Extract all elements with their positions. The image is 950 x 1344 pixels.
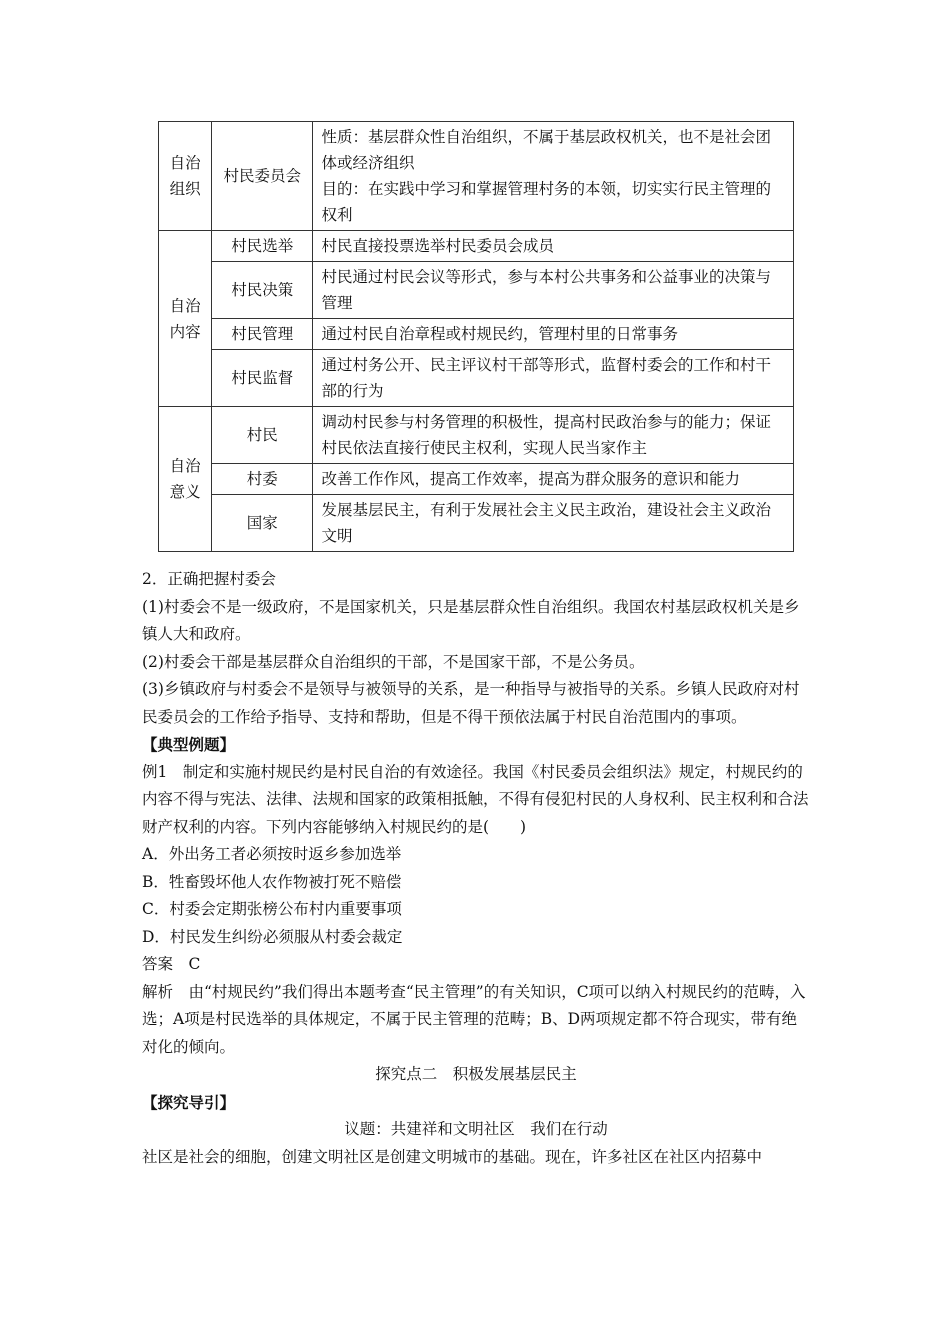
row-content: 调动村民参与村务管理的积极性，提高村民政治参与的能力；保证村民依法直接行使民主权利，实现人民当家作主: [313, 407, 794, 464]
answer-text: 答案 C: [142, 955, 201, 973]
row-content: 改善工作作风，提高工作效率，提高为群众服务的意识和能力: [313, 464, 794, 495]
content-line: 性质：基层群众性自治组织，不属于基层政权机关，也不是社会团体或经济组织: [321, 128, 771, 172]
content-line: 目的：在实践中学习和掌握管理村务的本领，切实实行民主管理的权利: [321, 180, 771, 224]
example-heading: 【典型例题】: [142, 735, 236, 754]
question-text: 例1 制定和实施村规民约是村民自治的有效途径。我国《村民委员会组织法》规定，村规民约的内容不得与宪法、法律、法规和国家的政策相抵触，不得有侵犯村民的人身权利、民主权利和合法财产权利的内容。下列内容能够纳入村规民约的是( ): [142, 762, 809, 836]
row-label: 村委: [212, 464, 313, 495]
analysis-text: 解析 由“村规民约”我们得出本题考查“民主管理”的有关知识，C项可以纳入村规民约的范畴，入选；A项是村民选举的具体规定，不属于民主管理的范畴；B、D两项规定都不符合现实，带有绝对化的倾向。: [142, 982, 806, 1056]
option-d: D．村民发生纠纷必须服从村委会裁定: [142, 927, 403, 946]
section-heading: 2．正确把握村委会: [142, 570, 276, 588]
row-label: 村民管理: [212, 319, 313, 350]
row-content: 通过村民自治章程或村规民约，管理村里的日常事务: [313, 319, 794, 350]
row-label: 村民决策: [212, 262, 313, 319]
row-label: 村民监督: [212, 350, 313, 407]
topic-title: 议题：共建祥和文明社区 我们在行动: [344, 1120, 608, 1138]
row-label: 村民: [212, 407, 313, 464]
row-content: 通过村务公开、民主评议村干部等形式，监督村委会的工作和村干部的行为: [313, 350, 794, 407]
option-a: A．外出务工者必须按时返乡参加选举: [142, 845, 402, 863]
paragraph: 社区是社会的细胞，创建文明社区是创建文明城市的基础。现在，许多社区在社区内招募中: [142, 1147, 763, 1166]
option-c: C．村委会定期张榜公布村内重要事项: [142, 900, 402, 918]
row-label: 国家: [212, 495, 313, 552]
row-content: 村民通过村民会议等形式，参与本村公共事务和公益事业的决策与管理: [313, 262, 794, 319]
group-label: 自治组织: [159, 122, 212, 231]
autonomy-table: [158, 121, 794, 552]
paragraph: (3)乡镇政府与村委会不是领导与被领导的关系，是一种指导与被指导的关系。乡镇人民政府对村民委员会的工作给予指导、支持和帮助，但是不得干预依法属于村民自治范围内的事项。: [142, 680, 800, 726]
row-content: [313, 122, 794, 231]
paragraph: (2)村委会干部是基层群众自治组织的干部，不是国家干部，不是公务员。: [142, 652, 645, 671]
row-content: 发展基层民主，有利于发展社会主义民主政治，建设社会主义政治文明: [313, 495, 794, 552]
row-label: 村民选举: [212, 231, 313, 262]
section-title: 探究点二 积极发展基层民主: [375, 1065, 577, 1083]
row-label: 村民委员会: [212, 122, 313, 231]
paragraph: (1)村委会不是一级政府，不是国家机关，只是基层群众性自治组织。我国农村基层政权机关是乡镇人大和政府。: [142, 597, 800, 643]
main-text: [142, 566, 810, 1171]
group-label: 自治意义: [159, 407, 212, 552]
guide-heading: 【探究导引】: [142, 1092, 236, 1112]
row-content: 村民直接投票选举村民委员会成员: [313, 231, 794, 262]
group-label: 自治内容: [159, 231, 212, 407]
option-b: B．牲畜毁坏他人农作物被打死不赔偿: [142, 872, 402, 891]
